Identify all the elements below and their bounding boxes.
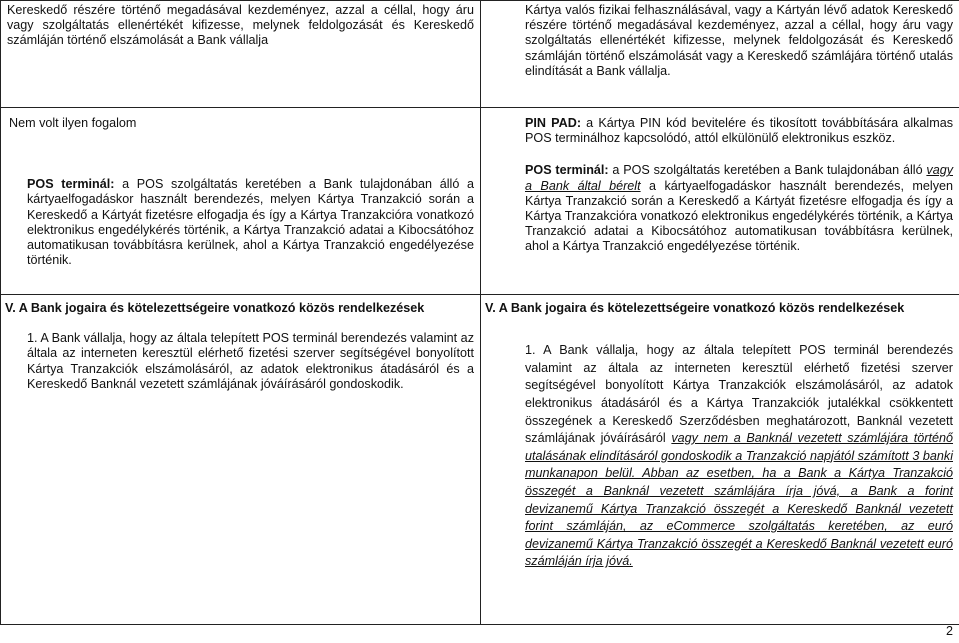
table-row <box>1 295 959 625</box>
new-text-cell <box>481 295 959 625</box>
paragraph <box>525 342 953 571</box>
table-row <box>1 1 959 108</box>
pin-pad-definition <box>525 116 953 146</box>
paragraph: Kereskedő részére történő megadásával kezdeményez, azzal a céllal, hogy áru vagy szolgáltatás ellenértékét kifizesse, melynek feldolgozását és Kereskedő számláján történő elszámolását a Bank vállalja <box>7 3 474 48</box>
inserted-text: vagy nem a Banknál vezetett számlájára történő utalásának elindításáról gondoskodik a Tranzakció napjától számított 3 banki munkanapon belül. Abban az esetben, ha a Bank a Kártya Tranzakció összegét a Banknál vezetett számlájára írja jóvá, a Bank a forint devizanemű Kártya Tranzakció összegét a Kereskedő Banknál vezetett forint számláján, az eCommerce szolgáltatás keretében, az euró devizanemű Kártya Tranzakció összegét a Kereskedő Banknál vezetett euró számláján írja jóvá. <box>525 431 954 569</box>
term-label: POS terminál: <box>27 177 115 192</box>
no-such-term-note: Nem volt ilyen fogalom <box>9 116 137 130</box>
old-text-cell <box>1 295 481 625</box>
page-number: 2 <box>945 623 953 638</box>
new-text-cell <box>481 1 959 108</box>
paragraph-text: 1. A Bank vállalja, hogy az általa telepített POS terminál berendezés valamint az általa az interneten keresztül elérhető fizetési szerver segítségével bonyolított Kártya Tranzakciók elszámolásáról, az adatok elektronikus átadásáról és a Kártya Tranzakciók jutalékkal csökkentett összegének a Kereskedő Szerződésben meghatározott, Banknál vezetett számlájának jóváírásáról <box>525 343 953 446</box>
pos-terminal-definition-new <box>525 163 953 254</box>
paragraph: 1. A Bank vállalja, hogy az általa telepített POS terminál berendezés valamint az általa az interneten keresztül elérhető fizetési szerver segítségével bonyolított Kártya Tranzakciók elszámolásáról, az adatok elektronikus átadásáról és a Kereskedő Banknál vezetett számlájának jóváírásáról gondoskodik. <box>27 331 474 391</box>
pos-terminal-definition-old <box>27 177 474 268</box>
old-text-cell <box>1 108 481 295</box>
section-heading: V. A Bank jogaira és kötelezettségeire vonatkozó közös rendelkezések <box>5 301 425 315</box>
definition-text: a kártyaelfogadáskor használt berendezés, melyen Kártya Tranzakció során a Kereskedő a Kártyát fizetésre elfogadja és így a Kártya Tranzakcióra vonatkozó elektronikus engedélykérés történik, a Kártya Tranzakció adatai a Kibocsátóhoz automatikusan továbbításra kerülnek, ahol a Kártya Tranzakció engedélyezése történik. <box>525 178 953 254</box>
definition-text: a Kártya PIN kód bevitelére és tikosított továbbítására alkalmas POS terminálhoz kapcsolódó, attól elkülönülő elektronikus eszköz. <box>525 116 954 146</box>
table-row <box>1 108 959 295</box>
old-text-cell <box>1 1 481 108</box>
term-label: PIN PAD: <box>525 116 582 130</box>
term-label: POS terminál: <box>525 163 609 178</box>
section-heading: V. A Bank jogaira és kötelezettségeire vonatkozó közös rendelkezések <box>485 301 905 315</box>
definition-text: a POS szolgáltatás keretében a Bank tulajdonában álló a kártyaelfogadáskor használt berendezés, melyen Kártya Tranzakció során a Kereskedő a Kártyát fizetésre elfogadja és így a Kártya Tranzakcióra vonatkozó elektronikus engedélykérés történik, a Kártya Tranzakció adatai a Kibocsátóhoz automatikusan továbbításra kerülnek, ahol a Kártya Tranzakció engedélyezése történik. <box>27 177 475 268</box>
definition-text: a POS szolgáltatás keretében a Bank tulajdonában álló <box>608 163 927 178</box>
inserted-text: vagy a Bank által bérelt <box>525 163 953 193</box>
paragraph: Kártya valós fizikai felhasználásával, vagy a Kártyán lévő adatok Kereskedő részére történő megadásával kezdeményez, azzal a céllal, hogy áru vagy szolgáltatás ellenértékét kifizesse, melynek feldolgozását és Kereskedő számláján történő elszámolását vagy a Kereskedő számlájára történő utalás elindítását a Bank vállalja. <box>525 3 953 78</box>
new-text-cell <box>481 108 959 295</box>
